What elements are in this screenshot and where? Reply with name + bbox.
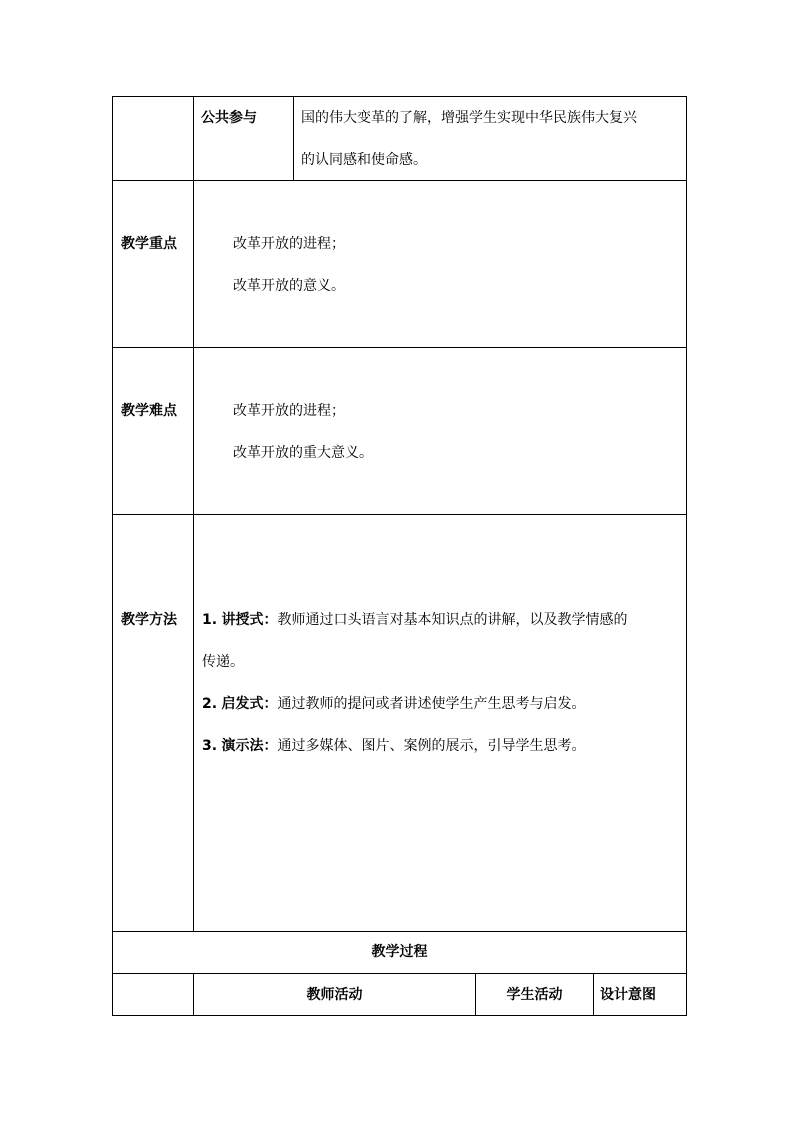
public-participation-label: 公共参与	[201, 110, 257, 126]
design-intent-header: 设计意图	[600, 987, 656, 1003]
methods-label: 教学方法	[121, 612, 177, 628]
method-name: 启发式：	[221, 696, 278, 712]
method-number: 2.	[202, 696, 218, 712]
key-point-item: 改革开放的进程；	[233, 236, 345, 252]
table-border-top	[112, 96, 687, 97]
public-participation-text-line2: 的认同感和使命感。	[301, 152, 427, 168]
column-divider	[593, 973, 594, 1015]
column-divider	[293, 96, 294, 181]
method-name: 演示法：	[221, 738, 278, 754]
student-activity-header: 学生活动	[506, 987, 563, 1003]
difficult-points-label: 教学难点	[121, 403, 177, 419]
difficult-point-item: 改革开放的重大意义。	[233, 445, 373, 461]
method-description: 教师通过口头语言对基本知识点的讲解，以及教学情感的	[277, 612, 628, 628]
table-border-right	[686, 96, 687, 1016]
row-divider	[112, 514, 687, 515]
method-item	[202, 736, 586, 756]
teaching-process-title: 教学过程	[371, 944, 428, 960]
method-name: 讲授式：	[221, 612, 278, 628]
method-number: 1.	[202, 612, 218, 628]
method-description: 通过多媒体、图片、案例的展示，引导学生思考。	[277, 738, 586, 754]
table-border-left	[112, 96, 113, 1016]
method-description-continued: 传递。	[202, 654, 244, 670]
row-divider	[112, 180, 687, 181]
key-point-item: 改革开放的意义。	[233, 278, 345, 294]
method-item	[202, 610, 628, 630]
row-divider	[112, 973, 687, 974]
difficult-point-item: 改革开放的进程；	[233, 403, 345, 419]
teacher-activity-header: 教师活动	[306, 987, 363, 1003]
method-number: 3.	[202, 738, 218, 754]
row-divider	[112, 347, 687, 348]
key-points-label: 教学重点	[121, 236, 177, 252]
public-participation-text-line1: 国的伟大变革的了解，增强学生实现中华民族伟大复兴	[301, 110, 637, 126]
column-divider	[193, 96, 194, 931]
method-item	[202, 694, 586, 714]
method-description: 通过教师的提问或者讲述使学生产生思考与启发。	[277, 696, 586, 712]
table-border-bottom	[112, 1015, 687, 1016]
row-divider	[112, 931, 687, 932]
